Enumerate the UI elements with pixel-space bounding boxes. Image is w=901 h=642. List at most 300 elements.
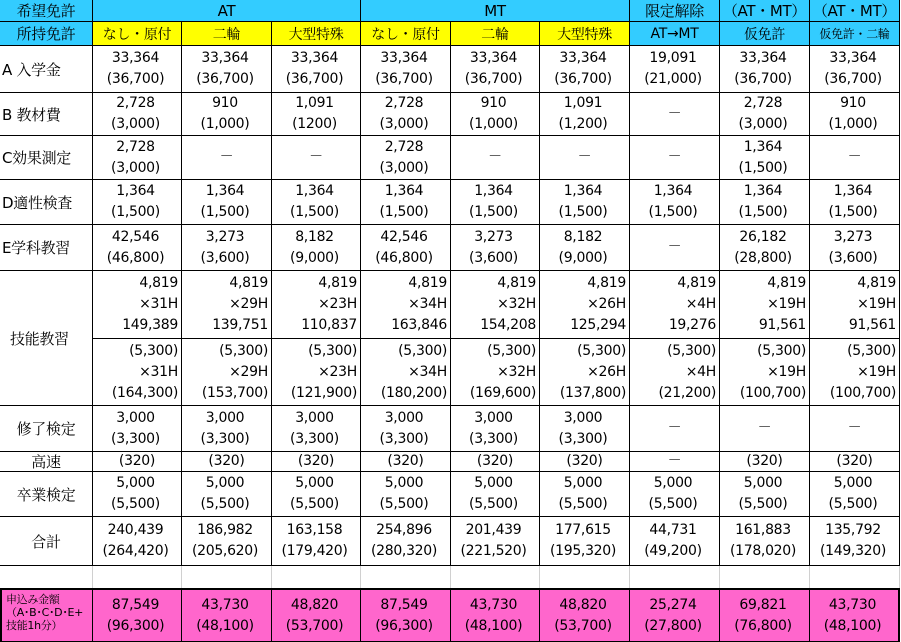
cell-line: 5,000 — [205, 475, 245, 491]
application-line: 43,730 — [201, 596, 249, 613]
cell-academic-col-6 — [540, 225, 630, 271]
cell-line: 4,819 — [408, 275, 447, 291]
cell-line: (1,500) — [379, 204, 429, 220]
cell-total-col-6 — [540, 517, 630, 566]
cell-line: (5,500) — [648, 496, 698, 512]
cell-line: 161,883 — [735, 522, 791, 538]
cell-skill1-col-1 — [93, 271, 182, 339]
cell-effect-col-4 — [361, 136, 451, 180]
cell-line: (36,700) — [106, 71, 165, 87]
cell-line: 910 — [840, 95, 866, 111]
cell-effect-col-1 — [93, 136, 182, 180]
cell-line: (36,700) — [464, 71, 523, 87]
cell-line: (36,700) — [824, 71, 882, 87]
cell-line: 5,000 — [743, 475, 783, 491]
spacer-cell — [451, 566, 540, 588]
cell-line: 4,819 — [318, 275, 357, 291]
cell-line: ×34H — [408, 363, 447, 380]
cell-line: (3,300) — [558, 430, 608, 447]
spacer-cell — [361, 566, 451, 588]
cell-line: ×19H — [767, 363, 806, 380]
cell-highway-col-7 — [630, 452, 720, 472]
cell-total-col-3 — [272, 517, 361, 566]
cell-line: ×4H — [685, 296, 716, 312]
row-label-effect: C効果測定 — [0, 136, 93, 180]
cell-line: 186,982 — [197, 522, 253, 538]
cell-line: (137,800) — [559, 384, 626, 401]
cell-line: (3,000) — [379, 159, 429, 176]
cell-line: (5,300) — [129, 342, 178, 359]
cell-line: 3,000 — [205, 409, 245, 426]
held-license-col-9: 仮免許・二輪 — [810, 22, 900, 46]
cell-line: ×19H — [767, 296, 806, 312]
cell-completion-col-1 — [93, 406, 182, 452]
held-license-col-6: 大型特殊 — [540, 22, 630, 46]
cell-line: 1,364 — [384, 183, 424, 199]
cell-line: 2,728 — [116, 138, 155, 155]
cell-skill2-col-9 — [810, 339, 900, 406]
cell-highway-col-4 — [361, 452, 451, 472]
cell-graduation-col-4 — [361, 472, 451, 517]
cell-completion-col-7 — [630, 406, 720, 452]
cell-aptitude-col-5 — [451, 180, 540, 225]
spacer-cell — [182, 566, 272, 588]
cell-academic-col-9 — [810, 225, 900, 271]
cell-academic-col-5 — [451, 225, 540, 271]
cell-entrance-col-6 — [540, 46, 630, 93]
cell-materials-col-4 — [361, 93, 451, 136]
cell-aptitude-col-2 — [182, 180, 272, 225]
cell-highway-col-3 — [272, 452, 361, 472]
cell-graduation-col-7 — [630, 472, 720, 517]
row-label-academic: E学科教習 — [0, 225, 93, 271]
cell-line: (1,000) — [469, 116, 518, 132]
cell-line: 4,819 — [587, 275, 626, 291]
cell-line: 240,439 — [107, 522, 164, 538]
cell-skill2-col-4 — [361, 339, 451, 406]
cell-line: (1200) — [292, 116, 337, 132]
cell-graduation-col-9 — [810, 472, 900, 517]
row-label-highway: 高速 — [0, 452, 93, 472]
cell-skill2-col-5 — [451, 339, 540, 406]
row-label-graduation: 卒業検定 — [0, 472, 93, 517]
cell-line: 5,000 — [295, 475, 334, 491]
cell-line: (320) — [118, 453, 156, 469]
cell-highway-col-8 — [720, 452, 810, 472]
cell-academic-col-2 — [182, 225, 272, 271]
cell-line: 135,792 — [825, 522, 881, 538]
cell-line: － — [667, 149, 682, 165]
header-limit-release: 限定解除 — [630, 0, 720, 22]
application-label-line-3: 技能1h分） — [6, 619, 63, 632]
cell-materials-col-1 — [93, 93, 182, 136]
cell-completion-col-4 — [361, 406, 451, 452]
cell-line: 19,091 — [649, 50, 697, 66]
application-amount-col-5 — [451, 588, 540, 642]
row-label-skill: 技能教習 — [0, 271, 93, 406]
spacer-cell — [540, 566, 630, 588]
cell-skill2-col-8 — [720, 339, 810, 406]
cell-line: － — [667, 105, 682, 122]
cell-line: (264,420) — [102, 543, 169, 559]
cell-line: (9,000) — [290, 249, 339, 266]
cell-line: ×31H — [139, 296, 178, 312]
cell-line: － — [667, 453, 682, 469]
cell-highway-col-5 — [451, 452, 540, 472]
cell-completion-col-8 — [720, 406, 810, 452]
held-license-col-2: 二輪 — [182, 22, 272, 46]
cell-line: (195,320) — [549, 543, 617, 559]
cell-line: (3,600) — [200, 249, 250, 266]
cell-line: (320) — [836, 453, 873, 469]
cell-line: 5,000 — [384, 475, 424, 491]
application-line: 25,274 — [649, 596, 697, 613]
cell-skill1-col-9 — [810, 271, 900, 339]
cell-line: (179,420) — [281, 543, 348, 559]
cell-line: (1,500) — [111, 204, 160, 220]
application-amount-col-7 — [630, 588, 720, 642]
application-line: 48,820 — [290, 596, 339, 613]
cell-line: － — [219, 149, 234, 165]
cell-graduation-col-2 — [182, 472, 272, 517]
cell-line: (100,700) — [829, 384, 896, 401]
cell-line: (36,700) — [196, 71, 254, 87]
cell-line: 4,819 — [139, 275, 178, 291]
cell-highway-col-9 — [810, 452, 900, 472]
cell-completion-col-3 — [272, 406, 361, 452]
cell-total-col-5 — [451, 517, 540, 566]
cell-line: 4,819 — [857, 275, 896, 291]
cell-line: 1,364 — [116, 183, 155, 199]
application-amount-col-1 — [93, 588, 182, 642]
application-line: (53,700) — [285, 617, 344, 634]
cell-line: (1,500) — [828, 204, 878, 220]
cell-skill1-col-3 — [272, 271, 361, 339]
application-line: (48,100) — [823, 617, 882, 634]
cell-effect-col-3 — [272, 136, 361, 180]
cell-materials-col-8 — [720, 93, 810, 136]
cell-line: 1,364 — [833, 183, 873, 199]
cell-total-col-1 — [93, 517, 182, 566]
cell-line: (121,900) — [290, 384, 357, 401]
cell-aptitude-col-6 — [540, 180, 630, 225]
cell-line: 1,091 — [563, 95, 603, 111]
cell-line: ×32H — [497, 363, 536, 380]
header-at: AT — [93, 0, 361, 22]
cell-graduation-col-3 — [272, 472, 361, 517]
cell-line: － — [667, 420, 682, 436]
cell-entrance-col-8 — [720, 46, 810, 93]
cell-line: (5,500) — [558, 496, 608, 512]
application-line: 43,730 — [828, 596, 877, 613]
application-line: (53,700) — [554, 617, 612, 634]
cell-line: ×4H — [685, 363, 716, 380]
cell-total-col-4 — [361, 517, 451, 566]
cell-line: (3,600) — [469, 249, 518, 266]
cell-line: 42,546 — [380, 228, 428, 245]
cell-line: (5,500) — [111, 496, 160, 512]
application-amount-col-6 — [540, 588, 630, 642]
cell-total-col-8 — [720, 517, 810, 566]
cell-line: ×19H — [857, 296, 896, 312]
application-amount-col-9 — [810, 588, 900, 642]
cell-line: 5,000 — [474, 475, 513, 491]
spacer-cell — [810, 566, 900, 588]
cell-skill1-col-7 — [630, 271, 720, 339]
cell-line: 1,364 — [205, 183, 245, 199]
application-line: 87,549 — [380, 596, 428, 613]
cell-line: (3,000) — [379, 116, 429, 132]
cell-line: 33,364 — [290, 50, 339, 66]
row-label-aptitude: D適性検査 — [0, 180, 93, 225]
cell-line: (205,620) — [191, 543, 259, 559]
cell-line: (5,500) — [200, 496, 250, 512]
cell-line: 33,364 — [829, 50, 877, 66]
cell-line: ×26H — [587, 296, 626, 312]
cell-line: (3,300) — [111, 430, 160, 447]
header-desired-license-label: 希望免許 — [0, 0, 93, 22]
cell-line: (180,200) — [380, 384, 447, 401]
cell-line: 1,364 — [653, 183, 693, 199]
cell-line: (3,300) — [469, 430, 518, 447]
cell-line: 910 — [480, 95, 507, 111]
application-line: (76,800) — [734, 617, 792, 634]
cell-line: (221,520) — [460, 543, 527, 559]
cell-line: 2,728 — [384, 138, 424, 155]
row-label-total: 合計 — [0, 517, 93, 566]
cell-line: (320) — [387, 453, 424, 469]
cell-line: (3,000) — [738, 116, 788, 132]
cell-line: (46,800) — [375, 249, 433, 266]
cell-line: 5,000 — [563, 475, 603, 491]
cell-line: 125,294 — [570, 317, 626, 333]
header-at-mt-1: （AT・MT） — [720, 0, 810, 22]
cell-entrance-col-7 — [630, 46, 720, 93]
cell-line: (5,300) — [219, 342, 268, 359]
cell-graduation-col-5 — [451, 472, 540, 517]
cell-line: (320) — [297, 453, 335, 469]
cell-line: 1,364 — [295, 183, 334, 199]
cell-highway-col-6 — [540, 452, 630, 472]
cell-entrance-col-1 — [93, 46, 182, 93]
cell-line: (5,500) — [738, 496, 788, 512]
cell-materials-col-2 — [182, 93, 272, 136]
cell-aptitude-col-4 — [361, 180, 451, 225]
cell-line: － — [847, 420, 862, 436]
application-line: (96,300) — [106, 617, 165, 634]
cell-line: (320) — [746, 453, 783, 469]
cell-total-col-2 — [182, 517, 272, 566]
cell-line: 3,000 — [384, 409, 424, 426]
cell-effect-col-5 — [451, 136, 540, 180]
cell-line: 4,819 — [767, 275, 806, 291]
cell-materials-col-6 — [540, 93, 630, 136]
cell-line: 5,000 — [116, 475, 155, 491]
cell-line: (5,300) — [487, 342, 536, 359]
cell-line: 163,846 — [391, 317, 447, 333]
application-amount-label — [0, 588, 93, 642]
cell-line: (5,300) — [398, 342, 447, 359]
cell-line: (153,700) — [201, 384, 268, 401]
cell-academic-col-4 — [361, 225, 451, 271]
cell-line: ×31H — [139, 363, 178, 380]
cell-line: (3,000) — [111, 159, 160, 176]
cell-line: 154,208 — [480, 317, 536, 333]
cell-line: 8,182 — [563, 228, 603, 245]
cell-line: (49,200) — [644, 543, 702, 559]
spacer-cell — [630, 566, 720, 588]
cell-line: (36,700) — [734, 71, 792, 87]
cell-line: (46,800) — [106, 249, 165, 266]
cell-skill1-col-4 — [361, 271, 451, 339]
cell-aptitude-col-7 — [630, 180, 720, 225]
cell-academic-col-1 — [93, 225, 182, 271]
cell-line: 149,389 — [122, 317, 178, 333]
cell-line: (5,300) — [757, 342, 806, 359]
cell-line: 42,546 — [111, 228, 160, 245]
cell-entrance-col-2 — [182, 46, 272, 93]
cell-graduation-col-1 — [93, 472, 182, 517]
cell-line: (3,300) — [200, 430, 250, 447]
cell-line: ×32H — [497, 296, 536, 312]
cell-line: ×34H — [408, 296, 447, 312]
cell-line: 910 — [212, 95, 238, 111]
cell-line: 3,000 — [563, 409, 603, 426]
cell-line: 19,276 — [668, 317, 716, 333]
cell-line: 110,837 — [301, 317, 357, 333]
cell-completion-col-5 — [451, 406, 540, 452]
cell-line: 33,364 — [739, 50, 787, 66]
header-mt: MT — [361, 0, 630, 22]
cell-materials-col-3 — [272, 93, 361, 136]
cell-line: 5,000 — [653, 475, 693, 491]
cell-graduation-col-6 — [540, 472, 630, 517]
cell-materials-col-5 — [451, 93, 540, 136]
cell-skill1-col-5 — [451, 271, 540, 339]
cell-line: (5,500) — [379, 496, 429, 512]
cell-highway-col-2 — [182, 452, 272, 472]
cell-line: 254,896 — [376, 522, 432, 538]
application-line: 48,820 — [559, 596, 607, 613]
application-line: 43,730 — [469, 596, 518, 613]
cell-line: (5,500) — [828, 496, 878, 512]
cell-line: 91,561 — [758, 317, 806, 333]
cell-skill1-col-6 — [540, 271, 630, 339]
cell-line: (5,500) — [469, 496, 518, 512]
cell-aptitude-col-3 — [272, 180, 361, 225]
cell-line: ×26H — [587, 363, 626, 380]
cell-highway-col-1 — [93, 452, 182, 472]
row-label-materials: B 教材費 — [0, 93, 93, 136]
cell-entrance-col-9 — [810, 46, 900, 93]
held-license-col-3: 大型特殊 — [272, 22, 361, 46]
cell-line: 163,158 — [286, 522, 343, 538]
cell-entrance-col-5 — [451, 46, 540, 93]
header-held-license-label: 所持免許 — [0, 22, 93, 46]
cell-line: ×23H — [318, 296, 357, 312]
cell-line: 3,000 — [474, 409, 513, 426]
cell-academic-col-8 — [720, 225, 810, 271]
cell-aptitude-col-9 — [810, 180, 900, 225]
application-line: 87,549 — [111, 596, 160, 613]
application-amount-col-3 — [272, 588, 361, 642]
cell-line: (21,000) — [644, 71, 702, 87]
cell-line: (1,200) — [558, 116, 608, 132]
held-license-col-4: なし・原付 — [361, 22, 451, 46]
cell-line: 3,273 — [474, 228, 513, 245]
row-label-completion: 修了検定 — [0, 406, 93, 452]
cell-line: (164,300) — [111, 384, 178, 401]
cell-line: (28,800) — [734, 249, 792, 266]
cell-line: 4,819 — [229, 275, 268, 291]
cell-effect-col-8 — [720, 136, 810, 180]
cell-line: 3,000 — [116, 409, 155, 426]
cell-skill1-col-2 — [182, 271, 272, 339]
cell-total-col-9 — [810, 517, 900, 566]
cell-line: (1,500) — [738, 159, 788, 176]
cell-line: (100,700) — [739, 384, 806, 401]
cell-line: 3,273 — [205, 228, 245, 245]
cell-academic-col-7 — [630, 225, 720, 271]
application-line: (27,800) — [644, 617, 702, 634]
cell-line: ×23H — [318, 363, 357, 380]
cell-line: 5,000 — [833, 475, 873, 491]
cell-skill2-col-2 — [182, 339, 272, 406]
cell-line: (1,500) — [558, 204, 608, 220]
application-line: (96,300) — [375, 617, 433, 634]
cell-line: 44,731 — [649, 522, 697, 538]
cell-line: 26,182 — [739, 228, 787, 245]
cell-graduation-col-8 — [720, 472, 810, 517]
cell-line: ×29H — [229, 363, 268, 380]
cell-completion-col-9 — [810, 406, 900, 452]
cell-line: 3,273 — [833, 228, 873, 245]
cell-line: 201,439 — [465, 522, 522, 538]
cell-skill2-col-3 — [272, 339, 361, 406]
cell-skill1-col-8 — [720, 271, 810, 339]
spacer-cell — [272, 566, 361, 588]
cell-line: (5,300) — [667, 342, 716, 359]
cell-line: (3,300) — [290, 430, 339, 447]
cell-line: 33,364 — [559, 50, 607, 66]
application-line: (48,100) — [464, 617, 523, 634]
cell-materials-col-7 — [630, 93, 720, 136]
cell-line: － — [488, 149, 502, 165]
cell-line: (1,500) — [200, 204, 250, 220]
cell-line: (169,600) — [469, 384, 536, 401]
held-license-col-8: 仮免許 — [720, 22, 810, 46]
application-line: (48,100) — [196, 617, 254, 634]
cell-line: (320) — [476, 453, 514, 469]
held-license-col-1: なし・原付 — [93, 22, 182, 46]
cell-line: ×19H — [857, 363, 896, 380]
cell-line: (5,300) — [577, 342, 626, 359]
cell-entrance-col-4 — [361, 46, 451, 93]
cell-line: ×29H — [229, 296, 268, 312]
cell-completion-col-2 — [182, 406, 272, 452]
cell-line: (3,600) — [828, 249, 878, 266]
row-label-entrance: A 入学金 — [0, 46, 93, 93]
cell-line: － — [309, 149, 323, 165]
cell-line: 1,364 — [743, 183, 783, 199]
cell-line: － — [847, 149, 862, 165]
cell-line: (5,500) — [290, 496, 339, 512]
cell-line: － — [757, 420, 772, 436]
cell-line: 8,182 — [295, 228, 334, 245]
header-at-mt-2: （AT・MT） — [810, 0, 900, 22]
cell-skill2-col-7 — [630, 339, 720, 406]
cell-line: (1,000) — [200, 116, 250, 132]
